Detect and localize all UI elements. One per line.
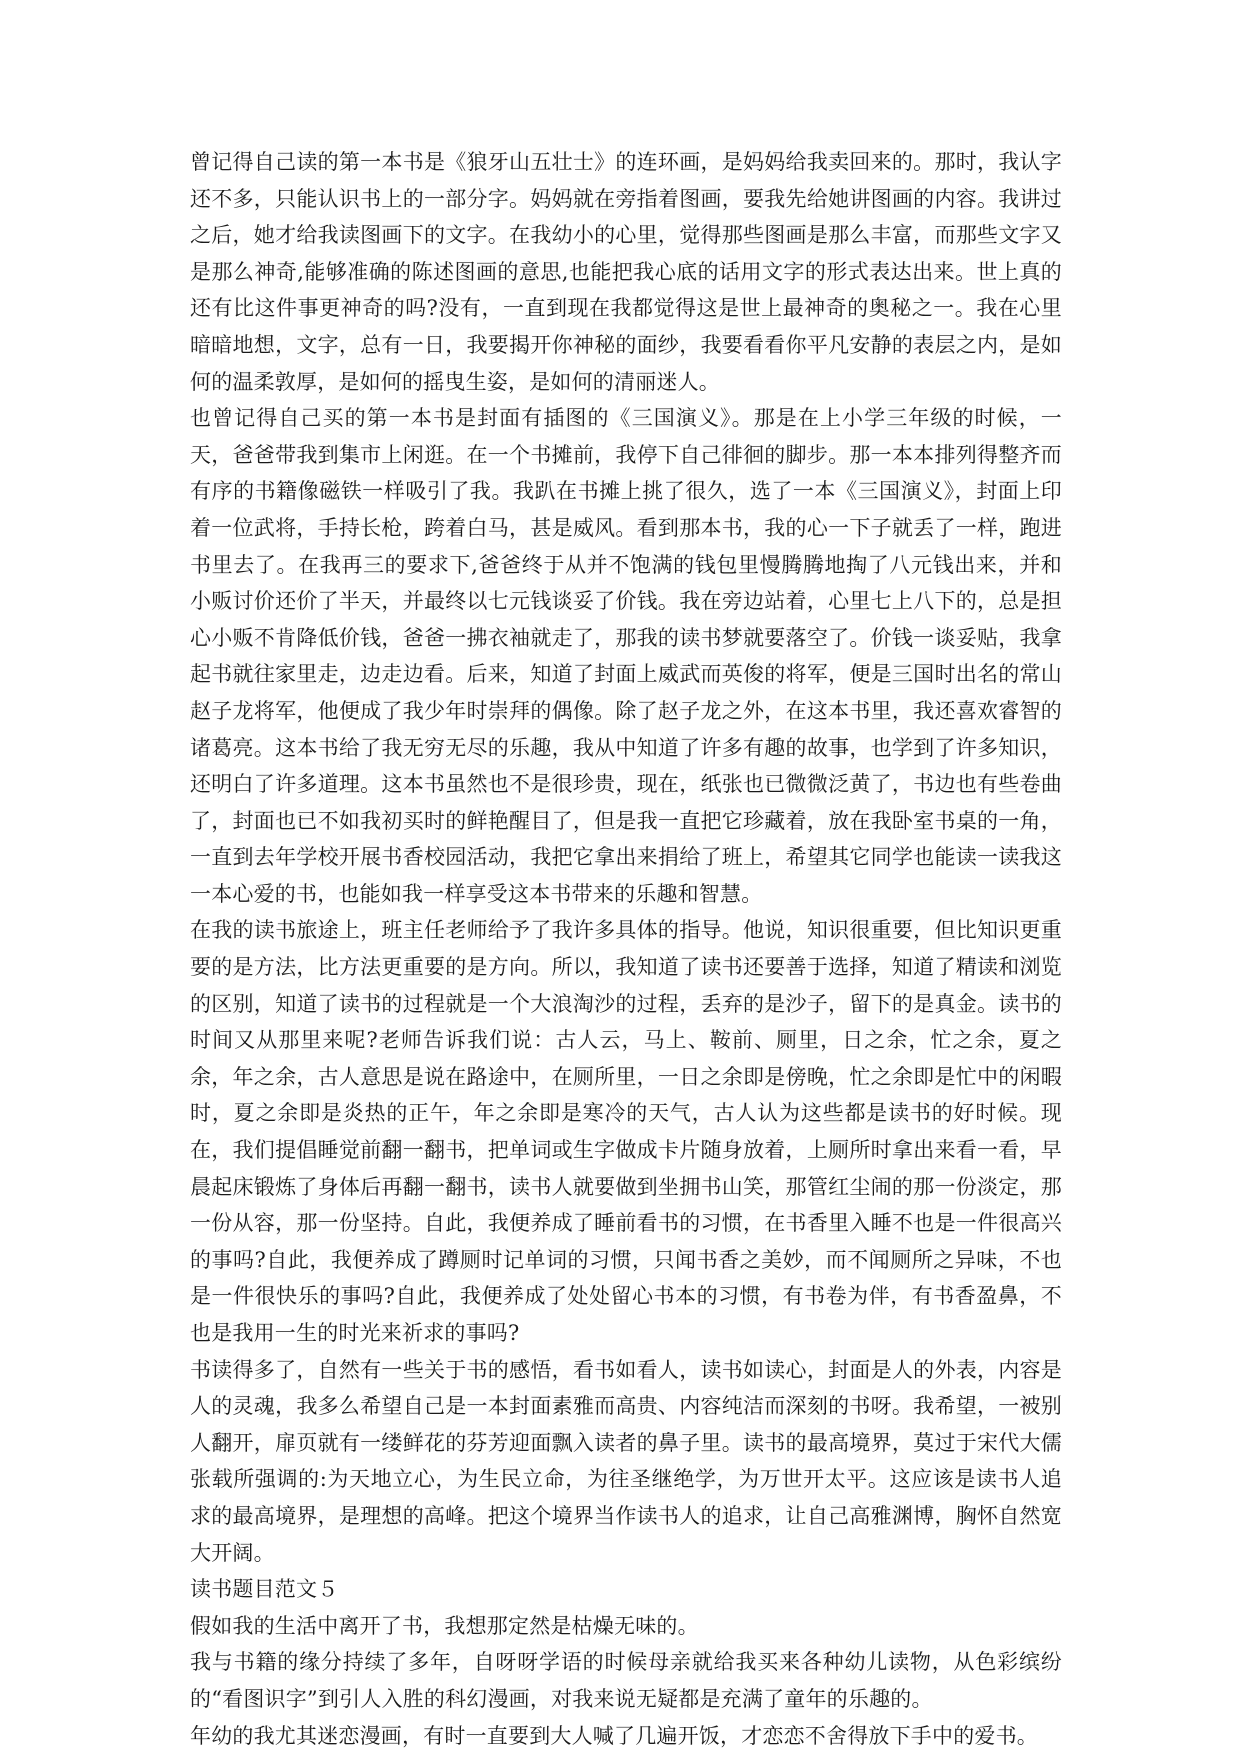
paragraph-reading-insights: 书读得多了，自然有一些关于书的感悟，看书如看人，读书如读心，封面是人的外表，内容是人的灵魂，我多么希望自己是一本封面素雅而高贵、内容纯洁而深刻的书呀。我希望，一被别人翻开，扉页就有一缕鲜花的芬芳迎面飘入读者的鼻子里。读书的最高境界，莫过于宋代大儒张载所强调的:为天地立心，为生民立命，为往圣继绝学，为万世开太平。这应该是读书人追求的最高境界，是理想的高峰。把这个境界当作读书人的追求，让自己高雅渊博，胸怀自然宽大开阔。 (190, 1357, 1062, 1565)
document-body (190, 144, 1062, 1754)
paragraph-teacher-guidance: 在我的读书旅途上，班主任老师给予了我许多具体的指导。他说，知识很重要，但比知识更重要的是方法，比方法更重要的是方向。所以，我知道了读书还要善于选择，知道了精读和浏览的区别，知道了读书的过程就是一个大浪淘沙的过程，丢弃的是沙子，留下的是真金。读书的时间又从那里来呢?老师告诉我们说：古人云，马上、鞍前、厕里，日之余，忙之余，夏之余，年之余，古人意思是说在路途中，在厕所里，一日之余即是傍晚，忙之余即是忙中的闲暇时，夏之余即是炎热的正午，年之余即是寒冷的天气，古人认为这些都是读书的好时候。现在，我们提倡睡觉前翻一翻书，把单词或生字做成卡片随身放着，上厕所时拿出来看一看，早晨起床锻炼了身体后再翻一翻书，读书人就要做到坐拥书山笑，那管红尘闹的那一份淡定，那一份从容，那一份坚持。自此，我便养成了睡前看书的习惯，在书香里入睡不也是一件很高兴的事吗?自此，我便养成了蹲厕时记单词的习惯，只闻书香之美妙，而不闻厕所之异味，不也是一件很快乐的事吗?自此，我便养成了处处留心书本的习惯，有书卷为伴，有书香盈鼻，不也是我用一生的时光来祈求的事吗? (190, 918, 1062, 1345)
section-heading: 读书题目范文５ (190, 1577, 339, 1602)
paragraph-life-without-books: 假如我的生活中离开了书，我想那定然是枯燥无味的。 (190, 1613, 699, 1638)
paragraph-comics: 年幼的我尤其迷恋漫画，有时一直要到大人喊了几遍开饭，才恋恋不舍得放下手中的爱书。 (190, 1723, 1038, 1748)
paragraph-first-book-comic: 曾记得自己读的第一本书是《狼牙山五壮士》的连环画，是妈妈给我卖回来的。那时，我认字还不多，只能认识书上的一部分字。妈妈就在旁指着图画，要我先给她讲图画的内容。我讲过之后，她才给我读图画下的文字。在我幼小的心里，觉得那些图画是那么丰富，而那些文字又是那么神奇,能够准确的陈述图画的意思,也能把我心底的话用文字的形式表达出来。世上真的还有比这件事更神奇的吗?没有，一直到现在我都觉得这是世上最神奇的奥秘之一。我在心里暗暗地想，文字，总有一日，我要揭开你神秘的面纱，我要看看你平凡安静的表层之内，是如何的温柔敦厚，是如何的摇曳生姿，是如何的清丽迷人。 (190, 150, 1062, 394)
paragraph-childhood-books: 我与书籍的缘分持续了多年，自呀呀学语的时候母亲就给我买来各种幼儿读物，从色彩缤纷的“看图识字”到引人入胜的科幻漫画，对我来说无疑都是充满了童年的乐趣的。 (190, 1650, 1062, 1711)
paragraph-three-kingdoms: 也曾记得自己买的第一本书是封面有插图的《三国演义》。那是在上小学三年级的时候，一天，爸爸带我到集市上闲逛。在一个书摊前，我停下自己徘徊的脚步。那一本本排列得整齐而有序的书籍像磁铁一样吸引了我。我趴在书摊上挑了很久，选了一本《三国演义》，封面上印着一位武将，手持长枪，跨着白马，甚是威风。看到那本书，我的心一下子就丢了一样，跑进书里去了。在我再三的要求下,爸爸终于从并不饱满的钱包里慢腾腾地掏了八元钱出来，并和小贩讨价还价了半天，并最终以七元钱谈妥了价钱。我在旁边站着，心里七上八下的，总是担心小贩不肯降低价钱，爸爸一拂衣袖就走了，那我的读书梦就要落空了。价钱一谈妥贴，我拿起书就往家里走，边走边看。后来，知道了封面上威武而英俊的将军，便是三国时出名的常山赵子龙将军，他便成了我少年时崇拜的偶像。除了赵子龙之外，在这本书里，我还喜欢睿智的诸葛亮。这本书给了我无穷无尽的乐趣，我从中知道了许多有趣的故事，也学到了许多知识，还明白了许多道理。这本书虽然也不是很珍贵，现在，纸张也已微微泛黄了，书边也有些卷曲了，封面也已不如我初买时的鲜艳醒目了，但是我一直把它珍藏着，放在我卧室书桌的一角，一直到去年学校开展书香校园活动，我把它拿出来捐给了班上，希望其它同学也能读一读我这一本心爱的书，也能如我一样享受这本书带来的乐趣和智慧。 (190, 406, 1062, 906)
